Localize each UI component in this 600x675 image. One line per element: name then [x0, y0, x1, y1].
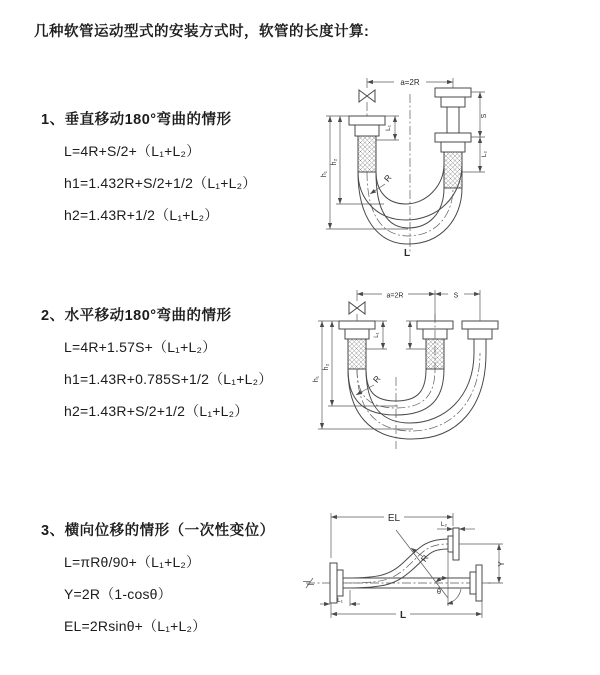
- formula-line: EL=2Rsinθ+（L₁+L₂）: [64, 618, 207, 634]
- formula-line: L=4R+S/2+（L₁+L₂）: [64, 143, 201, 159]
- dimension-stroke-s: [462, 92, 488, 172]
- formula-line: Y=2R（1-cosθ）: [64, 586, 172, 602]
- left-flange-fitting: [339, 321, 375, 369]
- dim-label-s: S: [481, 113, 488, 119]
- hose-u-bend: [348, 353, 486, 439]
- upper-flange-fitting: [448, 528, 459, 560]
- formula-line: h1=1.43R+0.785S+1/2（L₁+L₂）: [64, 371, 273, 387]
- section-vertical-bend: [41, 108, 256, 225]
- formula-line: h1=1.432R+S/2+1/2（L₁+L₂）: [64, 175, 257, 191]
- y-label: Y: [497, 561, 506, 567]
- diagram-lateral-displacement: [298, 498, 598, 645]
- displaced-hose-curve: [346, 539, 448, 588]
- formula-line: h2=1.43R+1/2（L₁+L₂）: [64, 207, 219, 223]
- middle-flange-fitting: [417, 321, 453, 369]
- dim-label-h1: h₁: [313, 375, 320, 383]
- length-label: L: [403, 248, 411, 259]
- braided-hose-section: [348, 339, 366, 369]
- dim-label-h2: h₂: [331, 158, 338, 166]
- lateral-displacement-drawing: [298, 498, 598, 640]
- section-lateral-displacement: [41, 519, 275, 636]
- horizontal-bend-drawing: [298, 281, 598, 453]
- radius-label: R: [381, 172, 394, 184]
- el-label: EL: [387, 513, 401, 524]
- radius-label: R: [370, 373, 383, 385]
- dim-label-l2: L₂: [481, 150, 488, 158]
- right-flange-fitting: [462, 321, 498, 353]
- section-horizontal-bend: [41, 304, 272, 421]
- dim-label-a2r: a=2R: [386, 292, 404, 300]
- section-2-heading: 2、水平移动180°弯曲的情形: [41, 308, 232, 324]
- dim-label-h2: h₂: [323, 363, 330, 371]
- vertical-bend-drawing: [302, 66, 597, 266]
- dim-label-l1: L₁: [385, 125, 392, 131]
- valve-icon: [359, 90, 375, 116]
- left-flange-fitting: [349, 116, 385, 172]
- formula-line: L=πRθ/90+（L₁+L₂）: [64, 554, 201, 570]
- page-title: 几种软管运动型式的安装方式时，软管的长度计算:: [34, 24, 370, 40]
- section-3-heading: 3、横向位移的情形（一次性变位）: [41, 523, 275, 539]
- diagram-vertical-180-bend: [302, 66, 597, 271]
- dim-label-s: S: [453, 292, 459, 300]
- dim-label-l2: L₂: [440, 521, 448, 528]
- radius-callout: [370, 173, 394, 194]
- length-label: L: [399, 610, 407, 621]
- dimension-span-a2r: [357, 290, 480, 321]
- radius-callout: [356, 374, 383, 395]
- dim-label-l1: L₁: [337, 597, 343, 604]
- dim-label-h1: h₁: [321, 170, 328, 178]
- section-1-heading: 1、垂直移动180°弯曲的情形: [41, 112, 232, 128]
- radius-label: R: [418, 552, 431, 564]
- dim-label-l1: L₁: [374, 332, 380, 338]
- valve-icon: [349, 302, 365, 321]
- diagram-horizontal-180-bend: [298, 281, 598, 458]
- formula-line: h2=1.43R+S/2+1/2（L₁+L₂）: [64, 403, 249, 419]
- dim-label-a2r: a=2R: [400, 78, 420, 87]
- theta-label: θ: [436, 587, 442, 596]
- braided-hose-section: [358, 136, 376, 172]
- formula-line: L=4R+1.57S+（L₁+L₂）: [64, 339, 217, 355]
- right-flange-fitting: [435, 88, 471, 188]
